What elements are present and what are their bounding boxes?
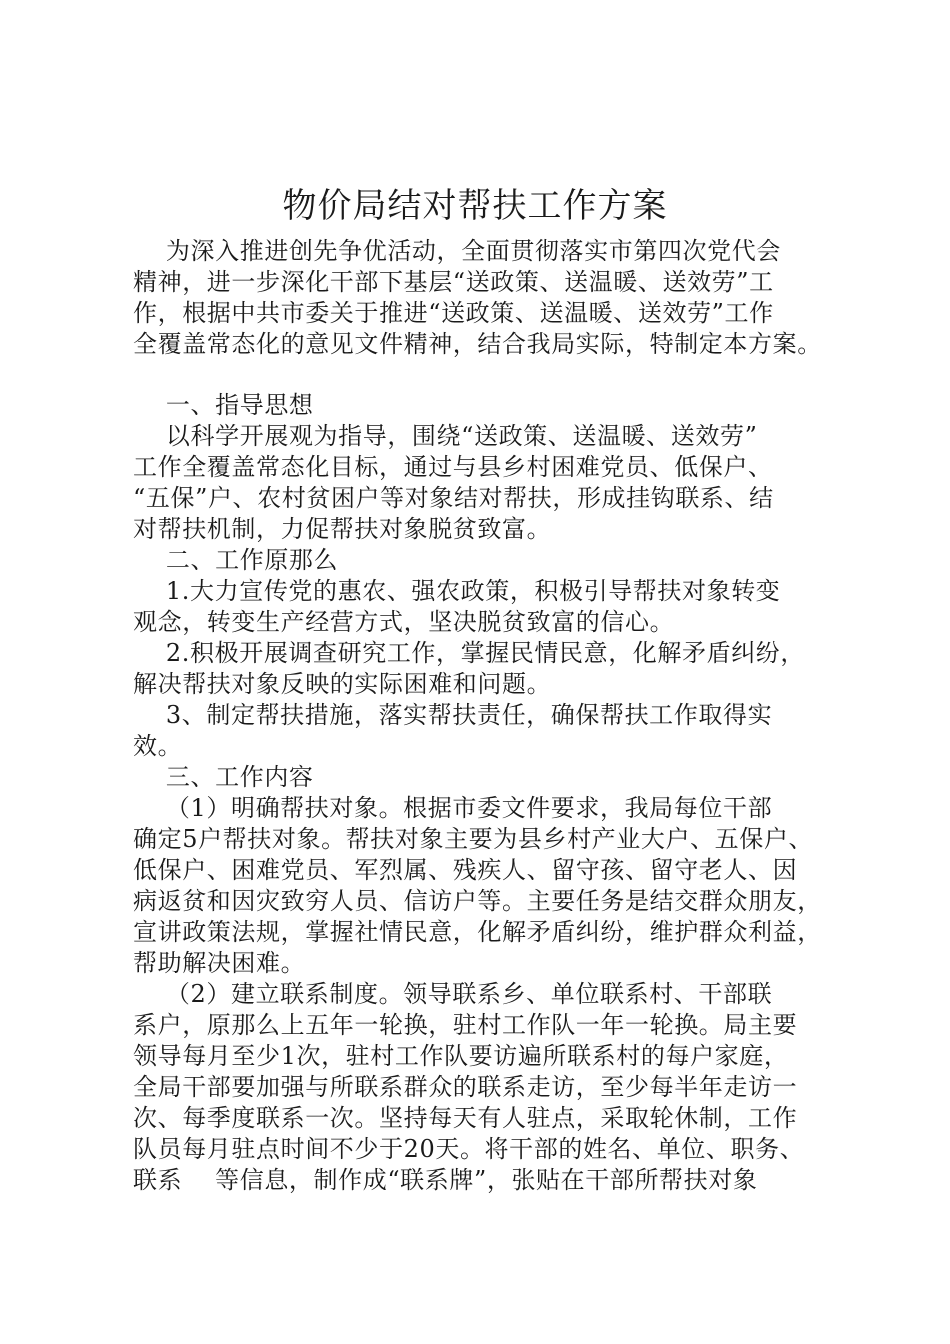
- body-line: 解决帮扶对象反映的实际困难和问题。: [133, 670, 552, 698]
- body-line: （2）建立联系制度。领导联系乡、单位联系村、干部联: [133, 980, 773, 1008]
- body-line: 队员每月驻点时间不少于20天。将干部的姓名、单位、职务、: [133, 1135, 805, 1163]
- body-line: 以科学开展观为指导，围绕“送政策、送温暖、送效劳”: [133, 422, 758, 450]
- body-line: 全局干部要加强与所联系群众的联系走访，至少每半年走访一: [133, 1073, 798, 1101]
- body-line: 2.积极开展调查研究工作，掌握民情民意，化解矛盾纠纷，: [133, 639, 806, 667]
- body-line: 效。: [133, 732, 183, 760]
- body-line: 联系 等信息，制作成“联系牌”，张贴在干部所帮扶对象: [133, 1166, 758, 1194]
- body-line: 观念，转变生产经营方式，坚决脱贫致富的信心。: [133, 608, 675, 636]
- section-heading: 三、工作内容: [133, 763, 314, 791]
- section-heading: 一、指导思想: [133, 391, 314, 419]
- body-line: 病返贫和因灾致穷人员、信访户等。主要任务是结交群众朋友，: [133, 887, 822, 915]
- body-line: 工作全覆盖常态化目标，通过与县乡村困难党员、低保户、: [133, 453, 773, 481]
- body-line: 系户，原那么上五年一轮换，驻村工作队一年一轮换。局主要: [133, 1011, 798, 1039]
- section-heading: 二、工作原那么: [133, 546, 339, 574]
- body-line: （1）明确帮扶对象。根据市委文件要求，我局每位干部: [133, 794, 773, 822]
- body-line: 1.大力宣传党的惠农、强农政策，积极引导帮扶对象转变: [133, 577, 781, 605]
- body-line: “五保”户、农村贫困户等对象结对帮扶，形成挂钩联系、结: [133, 484, 774, 512]
- body-line: 领导每月至少1次，驻村工作队要访遍所联系村的每户家庭，: [133, 1042, 789, 1070]
- body-line: 精神，进一步深化干部下基层“送政策、送温暖、送效劳”工: [133, 268, 774, 296]
- body-line: 3、制定帮扶措施，落实帮扶责任，确保帮扶工作取得实: [133, 701, 773, 729]
- body-line: 全覆盖常态化的意见文件精神，结合我局实际，特制定本方案。: [133, 330, 822, 358]
- body-line: 作，根据中共市委关于推进“送政策、送温暖、送效劳”工作: [133, 299, 774, 327]
- body-line: 确定5户帮扶对象。帮扶对象主要为县乡村产业大户、五保户、: [133, 825, 814, 853]
- body-line: 次、每季度联系一次。坚持每天有人驻点，采取轮休制，工作: [133, 1104, 798, 1132]
- body-line: 对帮扶机制，力促帮扶对象脱贫致富。: [133, 515, 552, 543]
- body-line: 为深入推进创先争优活动，全面贯彻落实市第四次党代会: [133, 237, 781, 265]
- body-line: 帮助解决困难。: [133, 949, 306, 977]
- body-line: 低保户、困难党员、军烈属、残疾人、留守孩、留守老人、因: [133, 856, 798, 884]
- document-title: 物价局结对帮扶工作方案: [282, 186, 668, 226]
- body-line: 宣讲政策法规，掌握社情民意，化解矛盾纠纷，维护群众利益，: [133, 918, 822, 946]
